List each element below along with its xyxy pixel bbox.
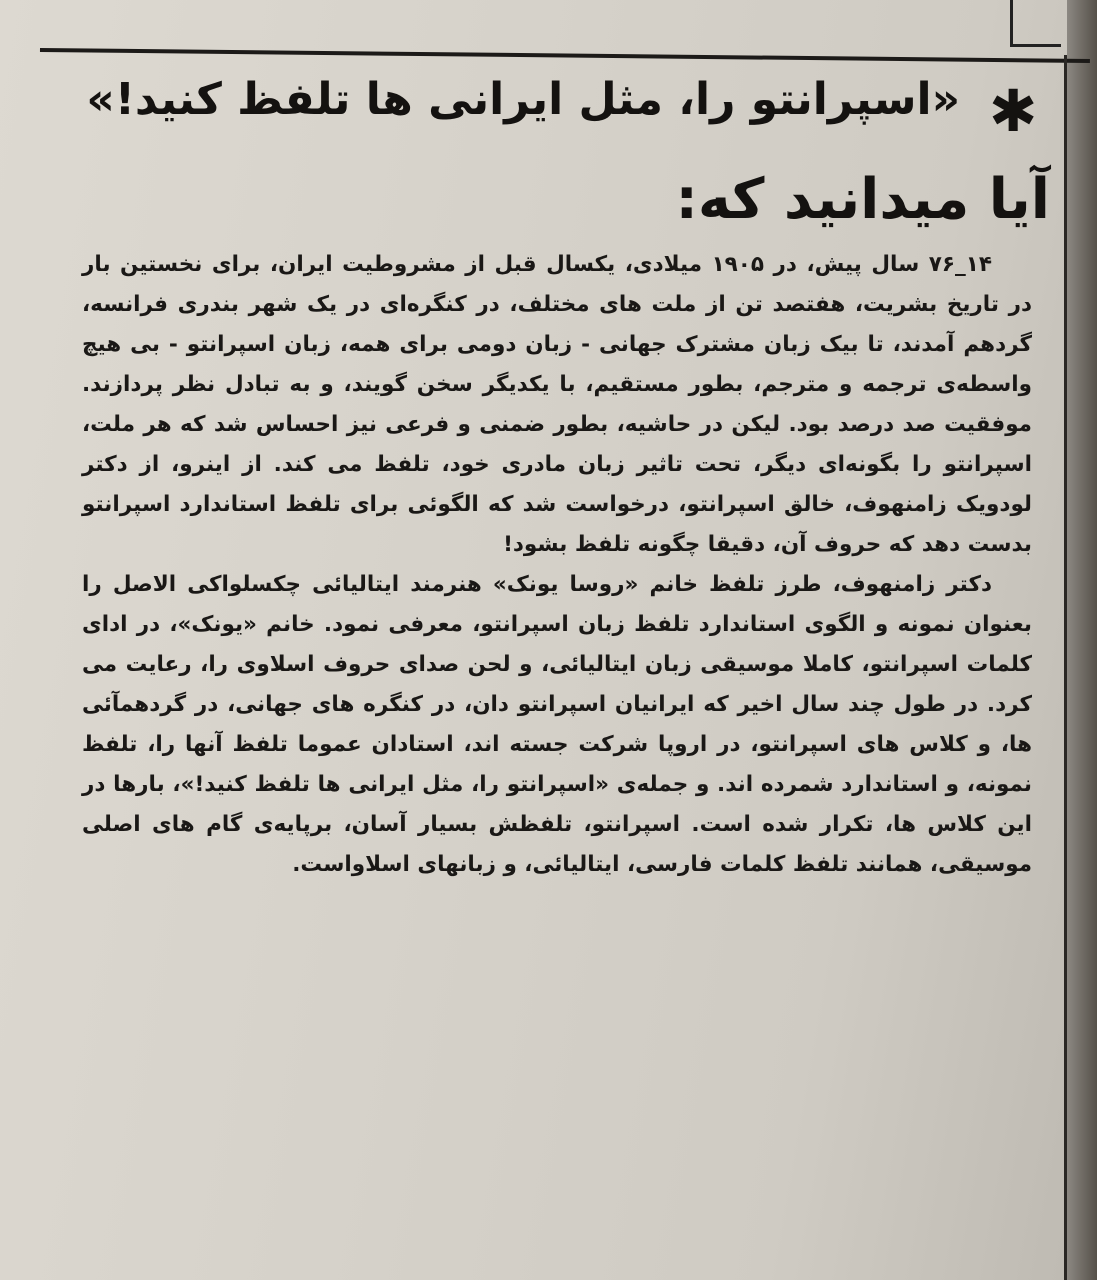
star-icon: ✱ [988,77,1038,145]
paragraph-2: دکتر زامنهوف، طرز تلفظ خانم «روسا یونک» هنرمند ایتالیائی چکسلواکی الاصل را بعنوان نمونه و الگوی استاندارد تلفظ زبان اسپرانتو، معرفی نمود. خانم «یونک»، در ادای کلمات اسپرانتو، کاملا موسیقی زبان ایتالیائی، و لحن صدای حروف اسلاوی را، رعایت می کرد. در طول چند سال اخیر که ایرانیان اسپرانتو دان، در کنگره های جهانی، در گردهمآئی ها، و کلاس های اسپرانتو، در اروپا شرکت جسته اند، استادان عموما تلفظ آنها را، تلفظ نمونه، و استاندارد شمرده اند. و جمله‌ی «اسپرانتو را، مثل ایرانی ها تلفظ کنید!»، بارها در این کلاس ها، تکرار شده است. اسپرانتو، تلفظش بسیار آسان، برپایه‌ی گام های اصلی موسیقی، همانند تلفظ کلمات فارسی، ایتالیائی، و زبانهای اسلاواست. [82,572,1032,877]
article-body [82,245,1032,885]
adjacent-column-border [1010,0,1061,47]
right-column-rule [1064,55,1067,1280]
page-edge-shadow [1067,0,1097,1280]
paragraph-1: ۱۴_۷۶ سال پیش، در ۱۹۰۵ میلادی، یکسال قبل از مشروطیت ایران، برای نخستین بار در تاریخ بشریت، هفتصد تن از ملت های مختلف، در کنگره‌ای در یک شهر بندری فرانسه، گردهم آمدند، تا بیک زبان مشترک جهانی - زبان دومی برای همه، زبان اسپرانتو - بی هیچ واسطه‌ی ترجمه و مترجم، بطور مستقیم، با یکدیگر سخن گویند، و به تبادل نظر پردازند. موفقیت صد درصد بود. لیکن در حاشیه، بطور ضمنی و فرعی نیز احساس شد که هر ملت، اسپرانتو را بگونه‌ای دیگر، تحت تاثیر زبان مادری خود، تلفظ می کند. از اینرو، از دکتر لودویک زامنهوف، خالق اسپرانتو، درخواست شد که الگوئی برای تلفظ استاندارد اسپرانتو بدست دهد که حروف آن، دقیقا چگونه تلفظ بشود! [82,252,1032,557]
headline: «اسپرانتو را، مثل ایرانی ها تلفظ کنید!» [86,74,960,125]
top-divider-rule [40,48,1090,63]
subhead: آیا میدانید که: [675,167,1050,232]
